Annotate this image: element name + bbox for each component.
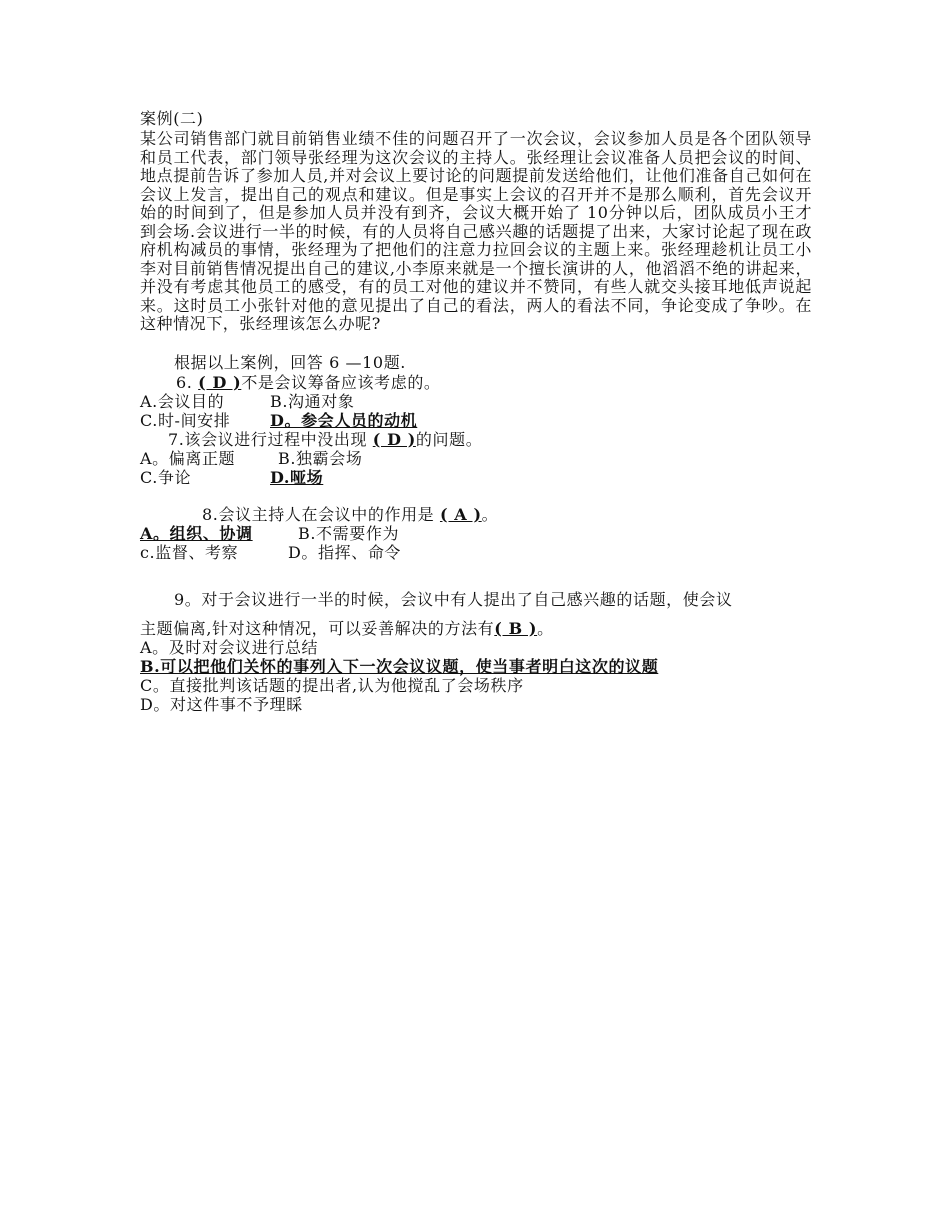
q6-option-a: A.会议目的	[140, 392, 225, 411]
q8-option-c: c.监督、考察	[140, 543, 239, 562]
question-7-answer: ( D )	[372, 430, 416, 449]
question-6	[176, 374, 441, 392]
q9-option-b: B.可以把他们关怀的事列入下一次会议议题，使当事者明白这次的议题	[140, 657, 659, 676]
q8-option-d: D。指挥、命令	[288, 543, 402, 562]
q8-option-a: A。组织、协调	[140, 524, 253, 543]
q7-option-a: A。偏离正题	[140, 449, 236, 468]
q9-option-d: D。对这件事不予理睬	[140, 695, 303, 714]
question-7-suffix: 的问题。	[415, 430, 483, 449]
question-6-text: 不是会议筹备应该考虑的。	[241, 373, 441, 392]
question-9-line-1: 9。对于会议进行一半的时候，会议中有人提出了自己感兴趣的话题，使会议	[174, 590, 733, 609]
question-9-text: 主题偏离,针对这种情况，可以妥善解决的方法有	[140, 619, 495, 638]
case-text: 某公司销售部门就目前销售业绩不佳的问题召开了一次会议，会议参加人员是各个团队领导和员工代表，部门领导张经理为这次会议的主持人。张经理让会议准备人员把会议的时间、地点提前告诉了参加人员,并对会议上要讨论的问题提前发送给他们，让他们准备自己如何在会议上发言，提出自己的观点和建议。但是事实上会议的召开并不是那么顺利，首先会议开始的时间到了，但是参加人员并没有到齐，会议大概开始了 10分钟以后，团队成员小王才到会场.会议进行一半的时候，有的人员将自己感兴趣的话题提了出来，大家讨论起了现在政府机构减员的事情，张经理为了把他们的注意力拉回会议的主题上来。张经理趁机让员工小李对目前销售情况提出自己的建议,小李原来就是一个擅长演讲的人，他滔滔不绝的讲起来，并没有考虑其他员工的感受，有的员工对他的建议并不赞同，有些人就交头接耳地低声说起来。这时员工小张针对他的意见提出了自己的看法，两人的看法不同，争论变成了争吵。在这种情况下，张经理该怎么办呢?	[140, 129, 812, 333]
question-8	[202, 506, 498, 524]
question-8-answer: ( A )	[439, 505, 482, 524]
question-9-suffix: 。	[537, 619, 554, 638]
question-7-text: 7.该会议进行过程中没出现	[168, 430, 368, 449]
q7-option-d: D.哑场	[270, 468, 324, 487]
q7-option-c: C.争论	[140, 468, 192, 487]
q9-option-c: C。直接批判该话题的提出者,认为他搅乱了会场秩序	[140, 676, 524, 695]
case-title: 案例(二)	[140, 109, 204, 128]
q7-option-b: B.独霸会场	[278, 449, 363, 468]
q6-option-d: D。参会人员的动机	[270, 411, 418, 430]
question-8-suffix: 。	[481, 505, 499, 524]
question-8-text: 8.会议主持人在会议中的作用是	[202, 505, 435, 524]
q8-option-b: B.不需要作为	[298, 524, 400, 543]
q9-option-a: A。及时对会议进行总结	[140, 638, 319, 657]
instruction: 根据以上案例，回答 6 —10题.	[174, 353, 406, 372]
question-9-answer: ( B )	[494, 619, 538, 638]
q6-option-b: B.沟通对象	[270, 392, 355, 411]
question-7	[168, 431, 482, 449]
question-6-answer: ( D )	[198, 373, 242, 392]
question-9-line-2	[140, 620, 554, 638]
question-6-number: 6.	[176, 373, 193, 392]
q6-option-c: C.时-间安排	[140, 411, 231, 430]
